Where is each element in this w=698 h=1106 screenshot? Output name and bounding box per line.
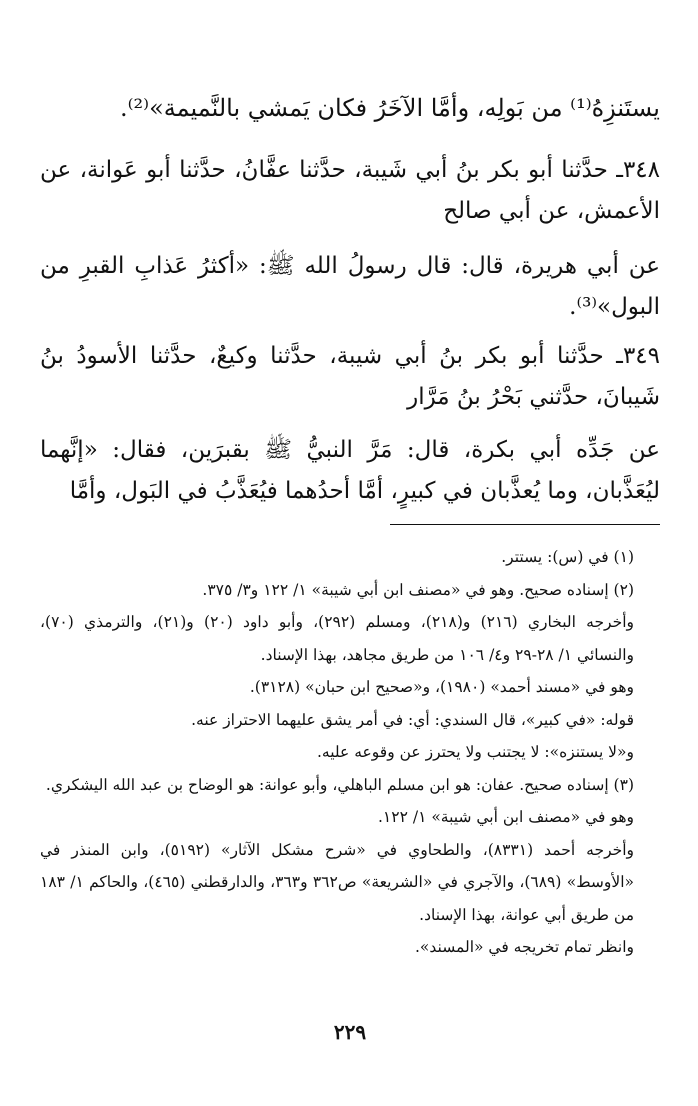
hadith-349-isnad: ٣٤٩ـ حدَّثنا أبو بكر بنُ أبي شيبة، حدَّثنا وكيعٌ، حدَّثنا الأسودُ بنُ شَيبانَ، حدَّثني بَحْرُ بنُ مَرَّار bbox=[40, 343, 660, 410]
footnote-separator bbox=[390, 524, 660, 525]
footnote-1: (١) في (س): يستتر. bbox=[501, 548, 634, 566]
footnote-2-line: قوله: «في كبير»، قال السندي: أي: في أمر يشق عليهما الاحتراز عنه. bbox=[191, 710, 634, 729]
hadith-348-matn: عن أبي هريرة، قال: قال رسولُ الله ﷺ: «أكثرُ عَذابِ القبرِ من البول»⁽³⁾. bbox=[40, 253, 660, 320]
hadith-348-isnad: ٣٤٨ـ حدَّثنا أبو بكر بنُ أبي شَيبة، حدَّثنا عفَّانُ، حدَّثنا أبو عَوانة، عن الأعمش، عن أبي صالح bbox=[40, 157, 660, 224]
footnote-2: (٢) إسناده صحيح. وهو في «مصنف ابن أبي شيبة» ١/ ١٢٢ و٣/ ٣٧٥. bbox=[202, 580, 634, 599]
footnote-2-line: وهو في «مسند أحمد» (١٩٨٠)، و«صحيح ابن حبان» (٣١٢٨). bbox=[249, 678, 634, 696]
footnote-2-line: و«لا يستنزه»: لا يجتنب ولا يحترز عن وقوعه عليه. bbox=[317, 743, 634, 761]
footnote-3: (٣) إسناده صحيح. عفان: هو ابن مسلم الباهلي، وأبو عوانة: هو الوضاح بن عبد الله اليشكري. bbox=[45, 775, 634, 794]
page-number: ٢٢٩ bbox=[333, 1020, 367, 1044]
footnote-2-line: وأخرجه البخاري (٢١٦) و(٢١٨)، ومسلم (٢٩٢)، وأبو داود (٢٠) و(٢١)، والترمذي (٧٠)، والنسائي ١/ ٢٨-٢٩ و٤/ ١٠٦ من طريق مجاهد، بهذا الإسناد. bbox=[40, 613, 634, 664]
footnote-3-line: وهو في «مصنف ابن أبي شيبة» ١/ ١٢٢. bbox=[377, 808, 634, 826]
book-page bbox=[40, 0, 660, 1106]
hadith-349-matn: عن جَدِّه أبي بكرة، قال: مَرَّ النبيُّ ﷺ بقبرَين، فقال: «إنَّهما ليُعَذَّبان، وما يُعذَّبان في كبيرٍ، أمَّا أحدُهما فيُعَذَّبُ في البَول، وأمَّا bbox=[40, 437, 660, 504]
footnotes bbox=[40, 541, 660, 964]
footnote-3-line: وانظر تمام تخريجه في «المسند». bbox=[414, 938, 634, 956]
paragraph-continuation: يستَنزِهُ⁽¹⁾ من بَولِه، وأمَّا الآخَرُ فكان يَمشي بالنَّميمة»⁽²⁾. bbox=[120, 94, 660, 122]
footnote-3-line: وأخرجه أحمد (٨٣٣١)، والطحاوي في «شرح مشكل الآثار» (٥١٩٢)، وابن المنذر في «الأوسط» (٦٨٩)، والآجري في «الشريعة» ص٣٦٢ و٣٦٣، والدارقطني (٤٦٥)، والحاكم ١/ ١٨٣ من طريق أبي عوانة، بهذا الإسناد. bbox=[40, 840, 635, 924]
